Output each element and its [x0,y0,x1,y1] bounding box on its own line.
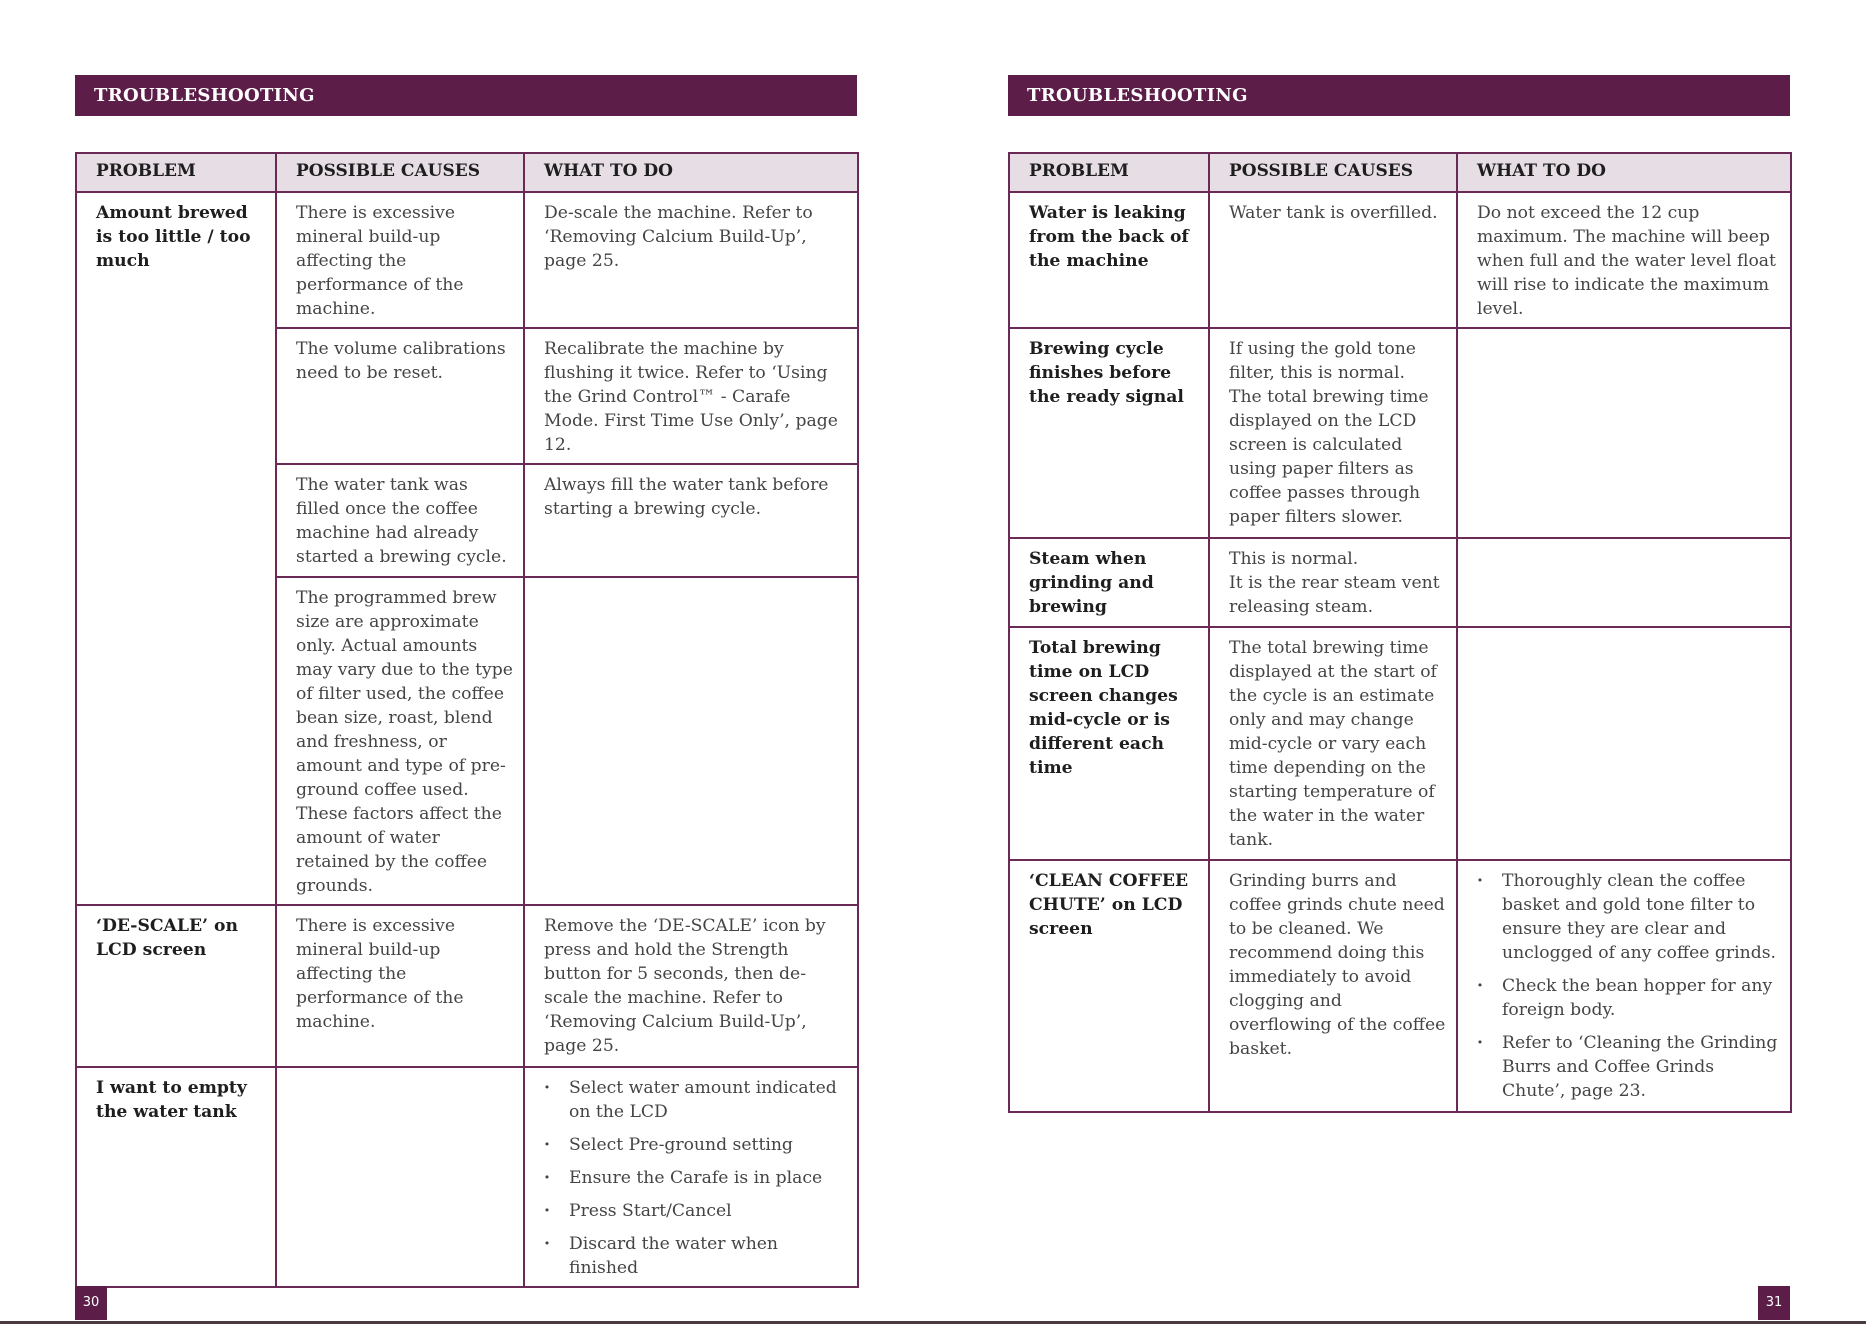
troubleshooting-table [75,152,859,1288]
todo-bullet-list [544,1076,847,1280]
cause-cell: The volume calibrations need to be reset. [276,328,524,464]
problem-cell: ‘CLEAN COFFEE CHUTE’ on LCD screen [1009,860,1209,1112]
list-item: · Refer to ‘Cleaning the Grinding Burrs and Coffee Grinds Chute’, page 23. [1477,1031,1780,1103]
cause-line: The total brewing time displayed on the LCD screen is calculated using paper filters as coffee passes through paper filters slower. [1229,387,1429,527]
list-item: · Thoroughly clean the coffee basket and gold tone filter to ensure they are clear and unclogged of any coffee grinds. [1477,869,1780,965]
page-number: 30 [75,1286,107,1320]
problem-cell: ‘DE-SCALE’ on LCD screen [76,905,276,1067]
column-header-todo: WHAT TO DO [524,153,858,192]
todo-cell [1457,627,1791,860]
table-row [1009,328,1791,538]
todo-cell: Recalibrate the machine by flushing it twice. Refer to ‘Using the Grind Control™ - Carafe Mode. First Time Use Only’, page 12. [524,328,858,464]
cause-cell: The programmed brew size are approximate only. Actual amounts may vary due to the type of filter used, the coffee bean size, roast, blend and freshness, or amount and type of pre-ground coffee used. These factors affect the amount of water retained by the coffee grounds. [276,577,524,905]
section-header: TROUBLESHOOTING [75,75,857,116]
list-item: · Ensure the Carafe is in place [544,1166,847,1190]
list-item: · Press Start/Cancel [544,1199,847,1223]
column-header-problem: PROBLEM [76,153,276,192]
list-item: · Discard the water when finished [544,1232,847,1280]
todo-cell [1457,538,1791,627]
todo-bullet-list [1477,869,1780,1103]
problem-cell: Water is leaking from the back of the machine [1009,192,1209,328]
list-item: · Select Pre-ground setting [544,1133,847,1157]
cause-cell: Grinding burrs and coffee grinds chute need to be cleaned. We recommend doing this immediately to avoid clogging and overflowing of the coffee basket. [1209,860,1457,1112]
list-item: · Select water amount indicated on the LCD [544,1076,847,1124]
cause-cell [1209,538,1457,627]
problem-cell: Brewing cycle finishes before the ready signal [1009,328,1209,538]
column-header-causes: POSSIBLE CAUSES [276,153,524,192]
cause-cell: Water tank is overfilled. [1209,192,1457,328]
table-header-row [76,153,858,192]
cause-line: It is the rear steam vent releasing steam. [1229,573,1440,617]
table-row [76,1067,858,1287]
column-header-todo: WHAT TO DO [1457,153,1791,192]
list-item: · Check the bean hopper for any foreign body. [1477,974,1780,1022]
cause-cell [1209,328,1457,538]
cause-cell: The water tank was filled once the coffee machine had already started a brewing cycle. [276,464,524,577]
todo-cell [524,577,858,905]
table-row [1009,538,1791,627]
todo-cell: Remove the ‘DE-SCALE’ icon by press and hold the Strength button for 5 seconds, then de-scale the machine. Refer to ‘Removing Calcium Build-Up’, page 25. [524,905,858,1067]
table-header-row [1009,153,1791,192]
problem-cell: Steam when grinding and brewing [1009,538,1209,627]
table-row [76,192,858,328]
table-row [1009,860,1791,1112]
problem-cell: Amount brewed is too little / too much [76,192,276,905]
problem-cell: I want to empty the water tank [76,1067,276,1287]
right-page [1008,0,1790,1324]
column-header-problem: PROBLEM [1009,153,1209,192]
todo-cell [524,1067,858,1287]
cause-line: If using the gold tone filter, this is normal. [1229,339,1416,383]
cause-cell [276,1067,524,1287]
table-row [76,905,858,1067]
cause-cell: There is excessive mineral build-up affecting the performance of the machine. [276,905,524,1067]
page-number: 31 [1758,1286,1790,1320]
cause-line: This is normal. [1229,549,1359,569]
cause-cell: The total brewing time displayed at the start of the cycle is an estimate only and may change mid-cycle or vary each time depending on the starting temperature of the water in the water tank. [1209,627,1457,860]
todo-cell: Always fill the water tank before starting a brewing cycle. [524,464,858,577]
todo-cell: Do not exceed the 12 cup maximum. The machine will beep when full and the water level float will rise to indicate the maximum level. [1457,192,1791,328]
cause-cell: There is excessive mineral build-up affecting the performance of the machine. [276,192,524,328]
left-page [75,0,857,1324]
todo-cell [1457,860,1791,1112]
section-header: TROUBLESHOOTING [1008,75,1790,116]
table-row [1009,192,1791,328]
table-row [1009,627,1791,860]
column-header-causes: POSSIBLE CAUSES [1209,153,1457,192]
problem-cell: Total brewing time on LCD screen changes mid-cycle or is different each time [1009,627,1209,860]
troubleshooting-table [1008,152,1792,1113]
todo-cell: De-scale the machine. Refer to ‘Removing Calcium Build-Up’, page 25. [524,192,858,328]
todo-cell [1457,328,1791,538]
